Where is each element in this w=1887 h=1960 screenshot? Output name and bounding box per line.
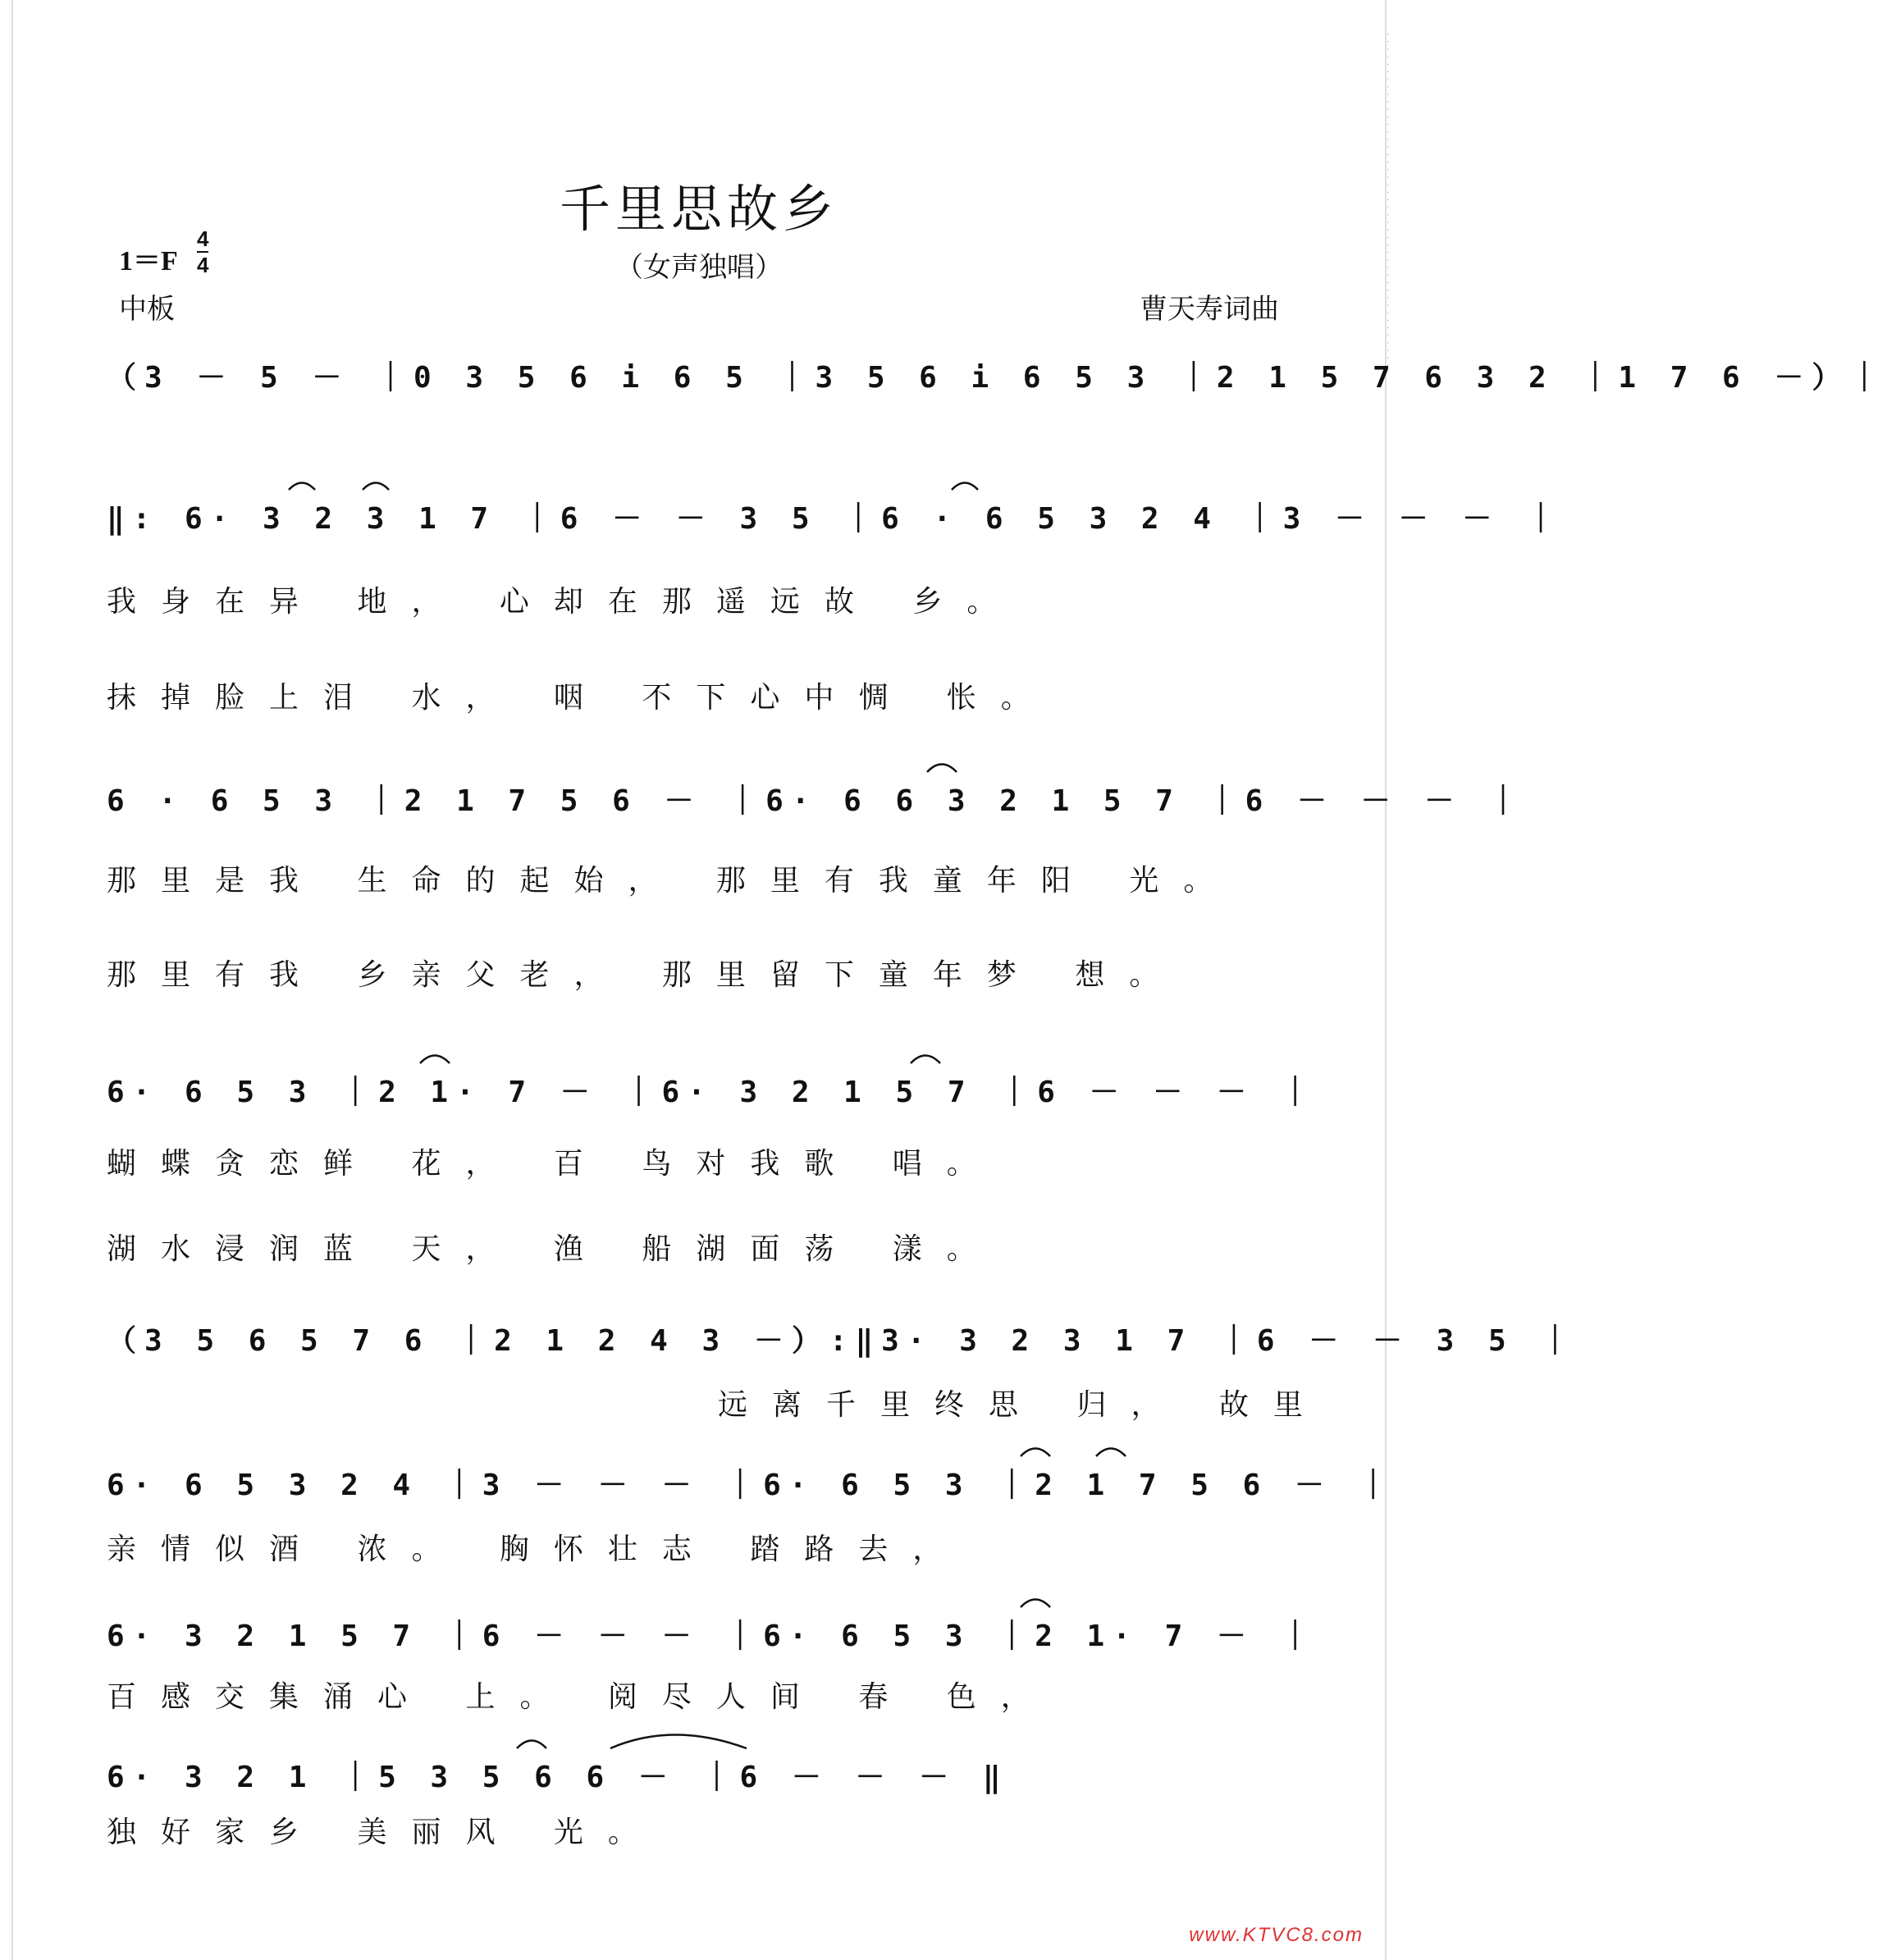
- lyric-line-4: 远离千里终思 归， 故里: [718, 1388, 1327, 1422]
- slur-mark: [420, 1056, 450, 1064]
- slur-mark: [363, 483, 389, 491]
- lyric-line-1b: 抹掉脸上泪 水， 咽 不下心中惆 怅。: [107, 681, 1055, 715]
- score-line-4: [107, 1318, 1579, 1367]
- slur-mark: [1021, 1600, 1050, 1608]
- score-line-7: [107, 1754, 1296, 1803]
- tie-mark: [610, 1735, 747, 1749]
- composer-credit: 曹天寿词曲: [1140, 293, 1279, 326]
- notes-intro: （3 － 5 － ｜0 3 5 6 i 6 5 ｜3 5 6 i 6 5 3 ｜2 1 5 7 6 3 2 ｜1 7 6 －）｜: [107, 361, 1887, 395]
- score-line-2: [107, 778, 1526, 827]
- song-subtitle: （女声独唱）: [615, 251, 783, 284]
- score-line-3: [107, 1069, 1318, 1118]
- left-page-edge: [11, 0, 13, 1960]
- key-signature: 1＝F: [119, 246, 178, 276]
- slur-mark: [911, 1056, 940, 1064]
- lyric-line-2a: 那里是我 生命的起始， 那里有我童年阳 光。: [107, 864, 1238, 898]
- notes-line-5: 6· 6 5 3 2 4 ｜3 － － － ｜6· 6 5 3 ｜2 1 7 5 6 － ｜: [107, 1469, 1396, 1502]
- notes-line-3: 6· 6 5 3 ｜2 1· 7 － ｜6· 3 2 1 5 7 ｜6 － － － ｜: [107, 1076, 1318, 1109]
- lyric-line-3a: 蝴蝶贪恋鲜 花， 百 鸟对我歌 唱。: [107, 1147, 1001, 1181]
- slur-mark: [1021, 1449, 1050, 1457]
- score-line-1: [107, 496, 1564, 545]
- side-watermark-strip: ·············································: [1382, 33, 1391, 372]
- lyric-line-2b: 那里有我 乡亲父老， 那里留下童年梦 想。: [107, 958, 1184, 992]
- score-line-intro: [107, 354, 1887, 404]
- site-watermark: www.KTVC8.com: [1189, 1924, 1364, 1946]
- song-title: 千里思故乡: [559, 179, 838, 239]
- lyric-line-1a: 我身在异 地， 心却在那遥远故 乡。: [107, 585, 1021, 619]
- slur-mark: [517, 1741, 546, 1749]
- notes-line-7: 6· 3 2 1 ｜5 3 5 6 6 － ｜6 － － － ‖: [107, 1761, 1009, 1794]
- time-signature-bottom: 4: [197, 253, 209, 277]
- lyric-line-6: 百感交集涌心 上。 阅尽人间 春 色，: [107, 1680, 1055, 1714]
- lyric-line-5: 亲情似酒 浓。 胸怀壮志 踏路去，: [107, 1533, 967, 1566]
- score-line-5: [107, 1462, 1396, 1511]
- slur-mark: [289, 483, 315, 491]
- time-signature: [197, 226, 208, 277]
- notes-line-2: 6 · 6 5 3 ｜2 1 7 5 6 － ｜6· 6 6 3 2 1 5 7 ｜6 － － － ｜: [107, 784, 1526, 818]
- score-line-6: [107, 1613, 1318, 1662]
- notes-line-6: 6· 3 2 1 5 7 ｜6 － － － ｜6· 6 5 3 ｜2 1· 7 － ｜: [107, 1620, 1318, 1653]
- time-signature-top: 4: [197, 226, 209, 251]
- lyric-line-3b: 湖水浸润蓝 天， 渔 船湖面荡 漾。: [107, 1232, 1001, 1266]
- notes-line-1: ‖: 6· 3 2 3 1 7 ｜6 － － 3 5 ｜6 · 6 5 3 2 4 ｜3 － － － ｜: [107, 502, 1564, 536]
- lyric-line-7: 独好家乡 美丽风 光。: [107, 1816, 662, 1849]
- slur-mark: [927, 765, 957, 773]
- notes-line-4: （3 5 6 5 7 6 ｜2 1 2 4 3 －）:‖3· 3 2 3 1 7 ｜6 － － 3 5 ｜: [107, 1324, 1579, 1358]
- slur-mark: [952, 483, 978, 491]
- slur-mark: [1096, 1449, 1126, 1457]
- tempo-marking: 中板: [119, 293, 175, 326]
